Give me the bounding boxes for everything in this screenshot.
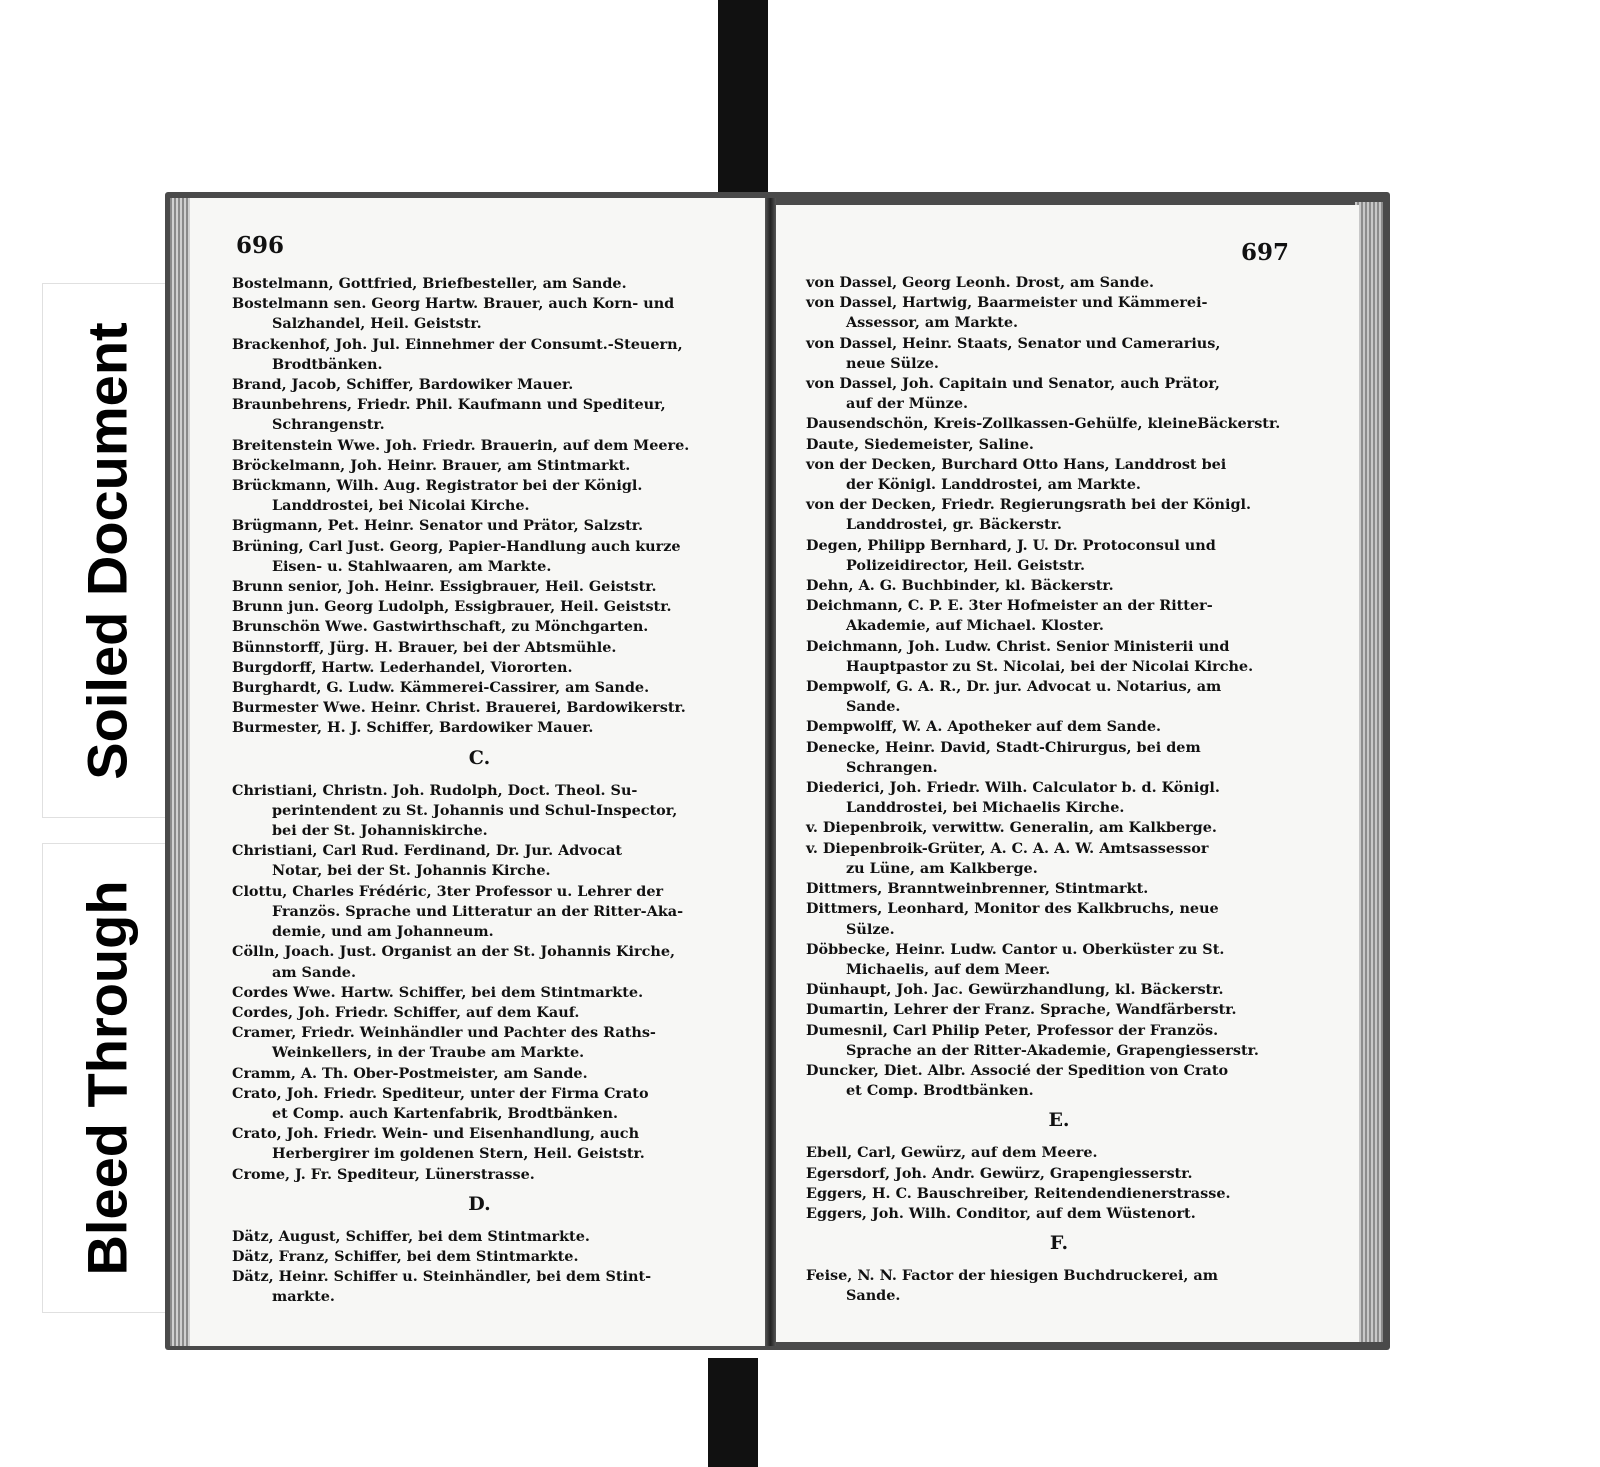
entry-line: Landdrostei, bei Nicolai Kirche.: [272, 497, 530, 515]
directory-entry: [806, 374, 1312, 414]
entry-line: Salzhandel, Heil. Geiststr.: [272, 315, 482, 333]
entry-line: Dittmers, Branntweinbrenner, Stintmarkt.: [806, 880, 1149, 898]
entry-line: Bünnstorff, Jürg. H. Brauer, bei der Abtsmühle.: [232, 638, 617, 656]
entry-line: Dätz, Franz, Schiffer, bei dem Stintmarkte.: [232, 1247, 579, 1265]
directory-entry: [806, 1204, 1312, 1224]
entry-line: Dumartin, Lehrer der Franz. Sprache, Wandfärberstr.: [806, 1001, 1237, 1019]
entry-line: Dünhaupt, Joh. Jac. Gewürzhandlung, kl. Bäckerstr.: [806, 981, 1224, 999]
directory-entry: [806, 536, 1312, 576]
entry-line: Dittmers, Leonhard, Monitor des Kalkbruchs, neue: [806, 900, 1219, 918]
entry-line: Dumesnil, Carl Philip Peter, Professor der Französ.: [806, 1021, 1219, 1039]
directory-entry: [806, 839, 1312, 879]
entry-line: Hauptpastor zu St. Nicolai, bei der Nicolai Kirche.: [846, 657, 1254, 675]
entry-line: neue Sülze.: [846, 354, 939, 372]
entry-line: Eggers, H. C. Bauschreiber, Reitendendienerstrasse.: [806, 1184, 1231, 1202]
entry-line: Dempwolff, W. A. Apotheker auf dem Sande.: [806, 718, 1161, 736]
directory-entry: [806, 293, 1312, 333]
directory-entry: [232, 1003, 727, 1023]
entry-line: Eggers, Joh. Wilh. Conditor, auf dem Wüstenort.: [806, 1204, 1196, 1222]
soiled-document-label: [42, 283, 172, 818]
directory-entry: [232, 436, 727, 456]
directory-entry: [806, 1143, 1312, 1163]
entry-line: Brunn jun. Georg Ludolph, Essigbrauer, Heil. Geiststr.: [232, 598, 672, 616]
directory-entry: [232, 476, 727, 516]
entry-line: Dausendschön, Kreis-Zollkassen-Gehülfe, kleineBäckerstr.: [806, 415, 1281, 433]
directory-entry: [232, 294, 727, 334]
entry-line: Braunbehrens, Friedr. Phil. Kaufmann und Spediteur,: [232, 396, 666, 414]
directory-entry: [806, 1000, 1312, 1020]
left-page-entries: [232, 274, 727, 1308]
directory-entry: [232, 781, 727, 842]
directory-entry: [232, 638, 727, 658]
directory-entry: [232, 1124, 727, 1164]
entry-line: Dätz, Heinr. Schiffer u. Steinhändler, bei dem Stint-: [232, 1268, 652, 1286]
entry-line: Notar, bei der St. Johannis Kirche.: [272, 862, 551, 880]
left-page: [190, 198, 765, 1346]
entry-line: von der Decken, Burchard Otto Hans, Landdrost bei: [806, 455, 1227, 473]
directory-entry: [232, 882, 727, 943]
entry-line: Brückmann, Wilh. Aug. Registrator bei der Königl.: [232, 477, 643, 495]
entry-line: Christiani, Carl Rud. Ferdinand, Dr. Jur. Advocat: [232, 842, 623, 860]
entry-line: Cramm, A. Th. Ober-Postmeister, am Sande.: [232, 1064, 588, 1082]
entry-line: Brackenhof, Joh. Jul. Einnehmer der Consumt.-Steuern,: [232, 335, 683, 353]
entry-line: Burmester, H. J. Schiffer, Bardowiker Mauer.: [232, 719, 594, 737]
entry-line: Akademie, auf Michael. Kloster.: [846, 617, 1104, 635]
entry-line: Assessor, am Markte.: [846, 314, 1019, 332]
directory-entry: [806, 940, 1312, 980]
directory-entry: [806, 1184, 1312, 1204]
entry-line: von der Decken, Friedr. Regierungsrath bei der Königl.: [806, 496, 1252, 514]
entry-line: Duncker, Diet. Albr. Associé der Spedition von Crato: [806, 1061, 1229, 1079]
entry-line: Schrangenstr.: [272, 416, 385, 434]
entry-line: Weinkellers, in der Traube am Markte.: [272, 1044, 585, 1062]
directory-entry: [806, 677, 1312, 717]
soiled-document-text: Soiled Document: [75, 321, 139, 780]
directory-entry: [806, 596, 1312, 636]
directory-entry: [232, 375, 727, 395]
entry-line: Herbergirer im goldenen Stern, Heil. Geiststr.: [272, 1145, 645, 1163]
directory-entry: [806, 414, 1312, 434]
section-letter: F.: [1049, 1232, 1069, 1255]
directory-entry: [232, 718, 727, 738]
entry-line: zu Lüne, am Kalkberge.: [846, 859, 1038, 877]
directory-entry: [232, 335, 727, 375]
directory-entry: [232, 516, 727, 536]
directory-entry: [232, 983, 727, 1003]
directory-entry: [232, 537, 727, 577]
directory-entry: [232, 698, 727, 718]
directory-entry: [232, 395, 727, 435]
entry-line: Schrangen.: [846, 758, 938, 776]
directory-entry: [232, 841, 727, 881]
directory-entry: [806, 576, 1312, 596]
entry-line: Burghardt, G. Ludw. Kämmerei-Cassirer, am Sande.: [232, 679, 650, 697]
right-page-entries: [806, 273, 1312, 1307]
entry-line: bei der St. Johanniskirche.: [272, 822, 488, 840]
directory-entry: [232, 1165, 727, 1185]
entry-line: markte.: [272, 1288, 335, 1306]
entry-line: Polizeidirector, Heil. Geiststr.: [846, 556, 1085, 574]
entry-line: Daute, Siedemeister, Saline.: [806, 435, 1034, 453]
right-page: [776, 205, 1359, 1342]
entry-line: Diederici, Joh. Friedr. Wilh. Calculator b. d. Königl.: [806, 779, 1220, 797]
entry-line: Breitenstein Wwe. Joh. Friedr. Brauerin, auf dem Meere.: [232, 436, 690, 454]
directory-entry: [806, 899, 1312, 939]
entry-line: Döbbecke, Heinr. Ludw. Cantor u. Oberküster zu St.: [806, 940, 1225, 958]
entry-line: Cordes, Joh. Friedr. Schiffer, auf dem Kauf.: [232, 1003, 580, 1021]
entry-line: Bostelmann sen. Georg Hartw. Brauer, auch Korn- und: [232, 295, 675, 313]
entry-line: Brand, Jacob, Schiffer, Bardowiker Mauer.: [232, 376, 574, 394]
entry-line: v. Diepenbroik-Grüter, A. C. A. A. W. Amtsassessor: [806, 839, 1209, 857]
directory-entry: [806, 435, 1312, 455]
entry-line: Eisen- u. Stahlwaaren, am Markte.: [272, 557, 552, 575]
entry-line: am Sande.: [272, 963, 356, 981]
entry-line: Cramer, Friedr. Weinhändler und Pachter des Raths-: [232, 1024, 656, 1042]
directory-entry: [232, 597, 727, 617]
entry-line: Ebell, Carl, Gewürz, auf dem Meere.: [806, 1144, 1098, 1162]
directory-entry: [232, 617, 727, 637]
entry-line: Clottu, Charles Frédéric, 3ter Professor u. Lehrer der: [232, 882, 664, 900]
entry-line: et Comp. Brodtbänken.: [846, 1082, 1034, 1100]
entry-line: Dehn, A. G. Buchbinder, kl. Bäckerstr.: [806, 577, 1114, 595]
entry-line: Christiani, Christn. Joh. Rudolph, Doct. Theol. Su-: [232, 781, 638, 799]
entry-line: Michaelis, auf dem Meer.: [846, 960, 1051, 978]
entry-line: von Dassel, Heinr. Staats, Senator und Camerarius,: [806, 334, 1221, 352]
bleed-through-text: Bleed Through: [75, 880, 139, 1276]
entry-line: von Dassel, Hartwig, Baarmeister und Kämmerei-: [806, 294, 1208, 312]
left-page-number: 696: [236, 232, 285, 259]
directory-entry: [232, 1227, 727, 1247]
entry-line: Burmester Wwe. Heinr. Christ. Brauerei, Bardowikerstr.: [232, 699, 686, 717]
entry-line: Sande.: [846, 1287, 901, 1305]
section-letter: E.: [1048, 1109, 1070, 1132]
directory-entry: [806, 334, 1312, 374]
entry-line: Cölln, Joach. Just. Organist an der St. Johannis Kirche,: [232, 943, 675, 961]
directory-entry: [806, 778, 1312, 818]
right-page-edges: [1355, 202, 1383, 1342]
directory-entry: [806, 1061, 1312, 1101]
entry-line: Sande.: [846, 698, 901, 716]
entry-line: perintendent zu St. Johannis und Schul-Inspector,: [272, 801, 678, 819]
section-letter: C.: [468, 746, 491, 769]
directory-entry: [232, 1084, 727, 1124]
directory-entry: [806, 1266, 1312, 1306]
entry-line: Crato, Joh. Friedr. Spediteur, unter der Firma Crato: [232, 1084, 649, 1102]
entry-line: Egersdorf, Joh. Andr. Gewürz, Grapengiesserstr.: [806, 1164, 1193, 1182]
directory-entry: [806, 1021, 1312, 1061]
directory-entry: [806, 738, 1312, 778]
directory-entry: [232, 1247, 727, 1267]
directory-entry: [232, 1267, 727, 1307]
scanner-band-top: [718, 0, 768, 201]
bleed-through-label: [42, 843, 172, 1313]
directory-entry: [806, 455, 1312, 495]
left-page-edges: [170, 198, 192, 1346]
entry-line: auf der Münze.: [846, 395, 968, 413]
entry-line: von Dassel, Joh. Capitain und Senator, auch Prätor,: [806, 375, 1220, 393]
entry-line: Landdrostei, bei Michaelis Kirche.: [846, 799, 1125, 817]
directory-entry: [232, 1064, 727, 1084]
entry-line: Sülze.: [846, 920, 895, 938]
entry-line: Deichmann, C. P. E. 3ter Hofmeister an der Ritter-: [806, 597, 1213, 615]
entry-line: Bostelmann, Gottfried, Briefbesteller, am Sande.: [232, 275, 627, 292]
directory-entry: [806, 637, 1312, 677]
right-page-number: 697: [1240, 239, 1289, 266]
section-letter: D.: [468, 1192, 491, 1215]
entry-line: Dempwolf, G. A. R., Dr. jur. Advocat u. Notarius, am: [806, 678, 1222, 696]
directory-entry: [806, 495, 1312, 535]
directory-entry: [806, 273, 1312, 293]
entry-line: Bröckelmann, Joh. Heinr. Brauer, am Stintmarkt.: [232, 456, 631, 474]
directory-entry: [232, 942, 727, 982]
entry-line: Feise, N. N. Factor der hiesigen Buchdruckerei, am: [806, 1267, 1218, 1285]
entry-line: Brodtbänken.: [272, 355, 383, 373]
directory-entry: [806, 980, 1312, 1000]
directory-entry: [232, 1023, 727, 1063]
entry-line: Brunn senior, Joh. Heinr. Essigbrauer, Heil. Geiststr.: [232, 578, 657, 596]
book-gutter: [765, 198, 776, 1346]
entry-line: der Königl. Landdrostei, am Markte.: [846, 476, 1141, 494]
directory-entry: [232, 678, 727, 698]
entry-line: Dätz, August, Schiffer, bei dem Stintmarkte.: [232, 1227, 590, 1245]
directory-entry: [232, 577, 727, 597]
entry-line: Crome, J. Fr. Spediteur, Lünerstrasse.: [232, 1165, 535, 1183]
entry-line: Brüning, Carl Just. Georg, Papier-Handlung auch kurze: [232, 537, 681, 555]
entry-line: Brunschön Wwe. Gastwirthschaft, zu Mönchgarten.: [232, 618, 649, 636]
entry-line: Denecke, Heinr. David, Stadt-Chirurgus, bei dem: [806, 738, 1201, 756]
directory-entry: [806, 818, 1312, 838]
directory-entry: [232, 274, 727, 294]
entry-line: Deichmann, Joh. Ludw. Christ. Senior Ministerii und: [806, 637, 1230, 655]
scanner-band-bottom: [708, 1358, 758, 1467]
entry-line: Burgdorff, Hartw. Lederhandel, Viororten.: [232, 658, 573, 676]
directory-entry: [806, 879, 1312, 899]
entry-line: von Dassel, Georg Leonh. Drost, am Sande.: [806, 274, 1154, 291]
directory-entry: [232, 658, 727, 678]
entry-line: v. Diepenbroik, verwittw. Generalin, am Kalkberge.: [806, 819, 1217, 837]
entry-line: demie, und am Johanneum.: [272, 923, 494, 941]
entry-line: Landdrostei, gr. Bäckerstr.: [846, 516, 1062, 534]
entry-line: Crato, Joh. Friedr. Wein- und Eisenhandlung, auch: [232, 1125, 640, 1143]
entry-line: Französ. Sprache und Litteratur an der Ritter-Aka-: [272, 902, 684, 920]
directory-entry: [806, 717, 1312, 737]
entry-line: Brügmann, Pet. Heinr. Senator und Prätor, Salzstr.: [232, 517, 644, 535]
entry-line: Sprache an der Ritter-Akademie, Grapengiesserstr.: [846, 1041, 1259, 1059]
directory-entry: [232, 456, 727, 476]
entry-line: Degen, Philipp Bernhard, J. U. Dr. Protoconsul und: [806, 536, 1216, 554]
entry-line: Cordes Wwe. Hartw. Schiffer, bei dem Stintmarkte.: [232, 983, 644, 1001]
entry-line: et Comp. auch Kartenfabrik, Brodtbänken.: [272, 1104, 618, 1122]
directory-entry: [806, 1164, 1312, 1184]
